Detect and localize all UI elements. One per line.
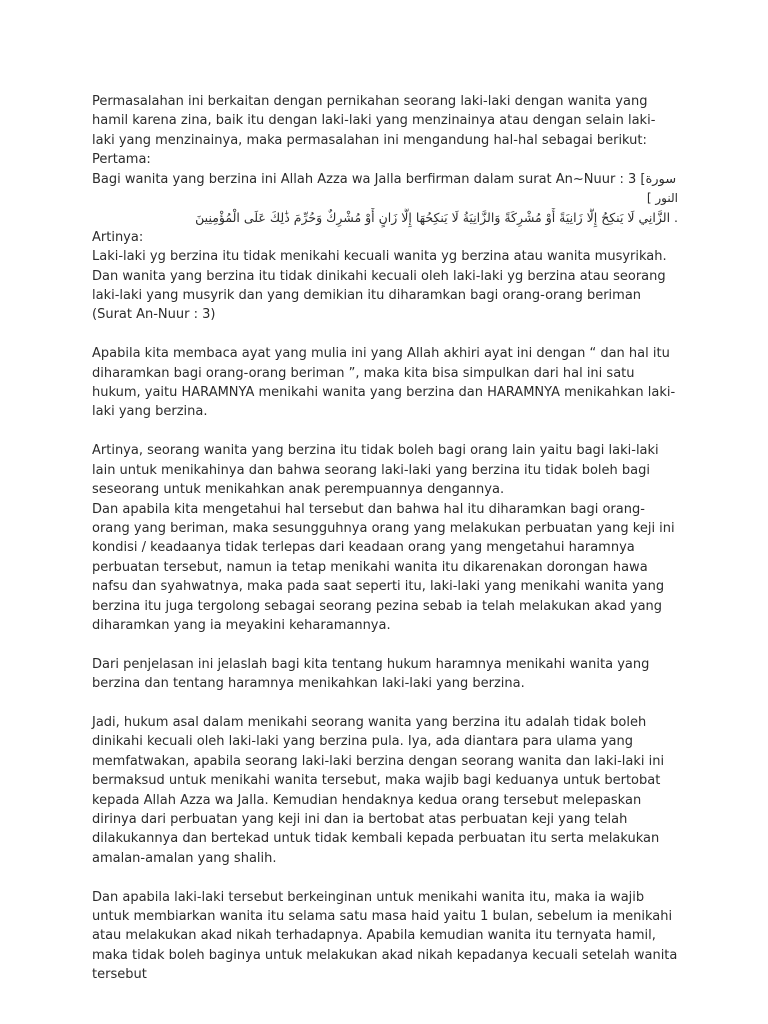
verse-surah-tail: النور ]: [646, 191, 678, 206]
verse-intro-text: Bagi wanita yang berzina ini Allah Azza wa Jalla berfirman dalam surat An~Nuur : 3 [: [92, 171, 646, 187]
verse-intro: [92, 170, 678, 209]
paragraph-gap: [92, 325, 678, 344]
artinya-label: Artinya:: [92, 229, 144, 245]
paragraph-4: Jadi, hukum asal dalam menikahi seorang wanita yang berzina itu adalah tidak boleh dinikahi kecuali oleh laki-laki yang berzina pula. Iya, ada diantara para ulama yang memfatwakan, apabila seorang laki-laki berzina dengan seorang wanita dan laki-laki ini bermaksud untuk menikahi wanita tersebut, maka wajib bagi keduanya untuk bertobat kepada Allah Azza wa Jalla. Kemudian hendaknya kedua orang tersebut melepaskan dirinya dari perbuatan yang keji ini dan ia bertobat atas perbuatan keji yang telah dilakukannya dan bertekad untuk tidak kembali kepada perbuatan itu serta melakukan amalan-amalan yang shalih.: [92, 714, 665, 866]
verse-translation: Laki-laki yg berzina itu tidak menikahi kecuali wanita yg berzina atau wanita musyrikah. Dan wanita yang berzina itu tidak dinikahi kecuali oleh laki-laki yg berzina atau seorang laki-laki yang musyrik dan yang demikian itu diharamkan bagi orang-orang beriman (Surat An-Nuur : 3): [92, 249, 667, 323]
verse-arabic: . الزَّانِي لَا يَنكِحُ إِلَّا زَانِيَةً أَوْ مُشْرِكَةً وَالزَّانِيَةُ لَا يَنكِحُهَا إِلَّا زَانٍ أَوْ مُشْرِكٌ وَحُرِّمَ ذَٰلِكَ عَلَى الْمُؤْمِنِينَ: [195, 210, 678, 226]
paragraph-5: Dan apabila laki-laki tersebut berkeinginan untuk menikahi wanita itu, maka ia wajib untuk membiarkan wanita itu selama satu masa haid yaitu 1 bulan, sebelum ia menikahi atau melakukan akad nikah terhadapnya. Apabila kemudian wanita itu ternyata hamil, maka tidak boleh baginya untuk melakukan akad nikah kepadanya kecuali setelah wanita tersebut: [92, 889, 678, 983]
pertama-label: Pertama:: [92, 152, 151, 168]
paragraph-gap: [92, 694, 678, 713]
paragraph-gap: [92, 868, 678, 887]
paragraph-2b: Dan apabila kita mengetahui hal tersebut dan bahwa hal itu diharamkan bagi orang-orang yang beriman, maka sesungguhnya orang yang melakukan perbuatan yang keji ini kondisi / keadaanya tidak terlepas dari keadaan orang yang mengetahui haramnya perbuatan tersebut, namun ia tetap menikahi wanita itu dikarenakan dorongan hawa nafsu dan syahwatnya, maka pada saat seperti itu, laki-laki yang menikahi wanita yang berzina itu juga tergolong sebagai seorang pezina sebab ia telah melakukan akad yang diharamkan yang ia meyakini keharamannya.: [92, 501, 675, 633]
paragraph-2a: Artinya, seorang wanita yang berzina itu tidak boleh bagi orang lain yaitu bagi laki-laki lain untuk menikahinya dan bahwa seorang laki-laki yang berzina itu tidak boleh bagi seseorang untuk menikahkan anak perempuannya dengannya.: [92, 443, 659, 498]
paragraph-gap: [92, 422, 678, 441]
paragraph-1: Apabila kita membaca ayat yang mulia ini yang Allah akhiri ayat ini dengan “ dan hal itu diharamkan bagi orang-orang beriman ”, maka kita bisa simpulkan dari hal ini satu hukum, yaitu HARAMNYA menikahi wanita yang berzina dan HARAMNYA menikahkan laki-laki yang berzina.: [92, 346, 676, 420]
verse-surah-name: سورة: [645, 171, 677, 187]
intro-paragraph: Permasalahan ini berkaitan dengan pernikahan seorang laki-laki dengan wanita yang hamil karena zina, baik itu dengan laki-laki yang menzinainya atau dengan selain laki-laki yang menzinainya, maka permasalahan ini mengandung hal-hal sebagai berikut:: [92, 94, 656, 148]
paragraph-gap: [92, 635, 678, 654]
document-page: [92, 92, 678, 985]
paragraph-3: Dari penjelasan ini jelaslah bagi kita tentang hukum haramnya menikahi wanita yang berzina dan tentang haramnya menikahkan laki-laki yang berzina.: [92, 656, 650, 692]
